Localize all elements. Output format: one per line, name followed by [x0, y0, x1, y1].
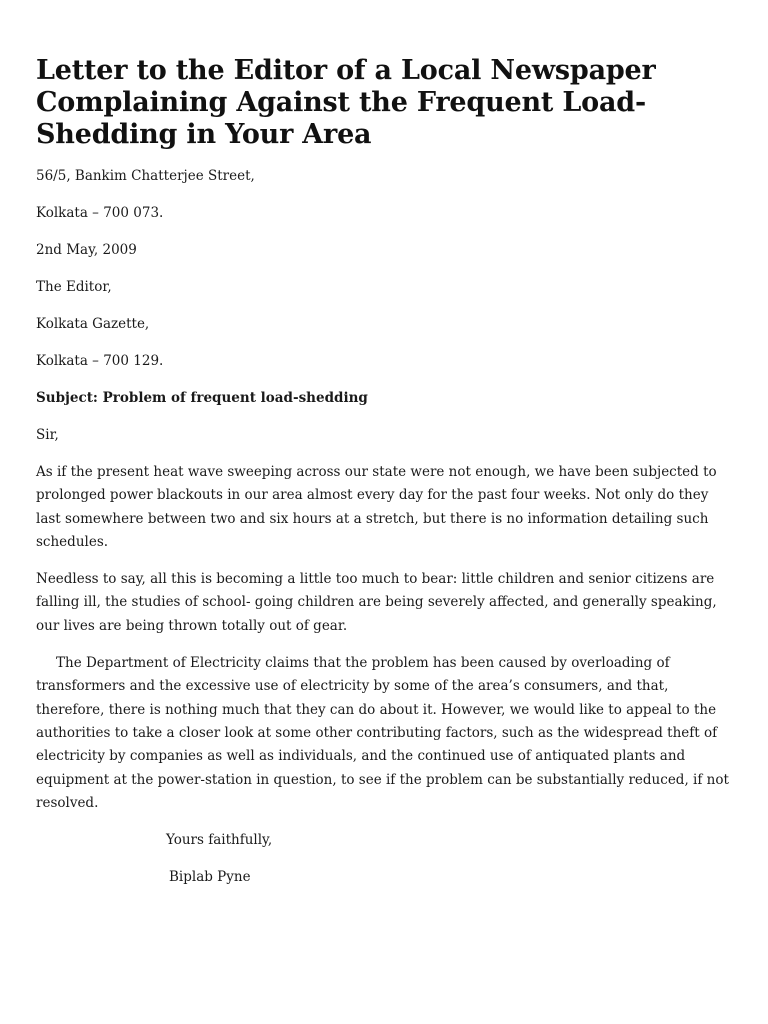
closing-line: Yours faithfully, [166, 832, 273, 849]
sender-address-line1: 56/5, Bankim Chatterjee Street, [36, 168, 255, 184]
page-title: Letter to the Editor of a Local Newspaper Complaining Against the Frequent Load-Shedding in Your Area [36, 55, 656, 150]
body-paragraph-2: Needless to say, all this is becoming a little too much to bear: little children and senior citizens are falling ill, the studies of school- going children are being severely affected, and generally speaking, our lives are being thrown totally out of gear. [36, 571, 717, 634]
recipient-line3: Kolkata – 700 129. [36, 353, 164, 369]
recipient-line1: The Editor, [36, 279, 112, 295]
letter-subject: Subject: Problem of frequent load-shedding [36, 390, 368, 406]
body-paragraph-3: The Department of Electricity claims that the problem has been caused by overloading of transformers and the excessive use of electricity by some of the area’s consumers, and that, therefore, there is nothing much that they can do about it. However, we would like to appeal to the authorities to take a closer look at some other contributing factors, such as the widespread theft of electricity by companies as well as individuals, and the continued use of antiquated plants and equipment at the power-station in question, to see if the problem can be substantially reduced, if not resolved. [36, 655, 729, 811]
body-paragraph-1: As if the present heat wave sweeping across our state were not enough, we have been subjected to prolonged power blackouts in our area almost every day for the past four weeks. Not only do they last somewhere between two and six hours at a stretch, but there is no information detailing such schedules. [36, 464, 717, 550]
signature: Biplab Pyne [169, 869, 251, 886]
sender-address-line2: Kolkata – 700 073. [36, 205, 164, 221]
recipient-line2: Kolkata Gazette, [36, 316, 150, 332]
salutation: Sir, [36, 427, 59, 443]
letter-date: 2nd May, 2009 [36, 242, 137, 258]
